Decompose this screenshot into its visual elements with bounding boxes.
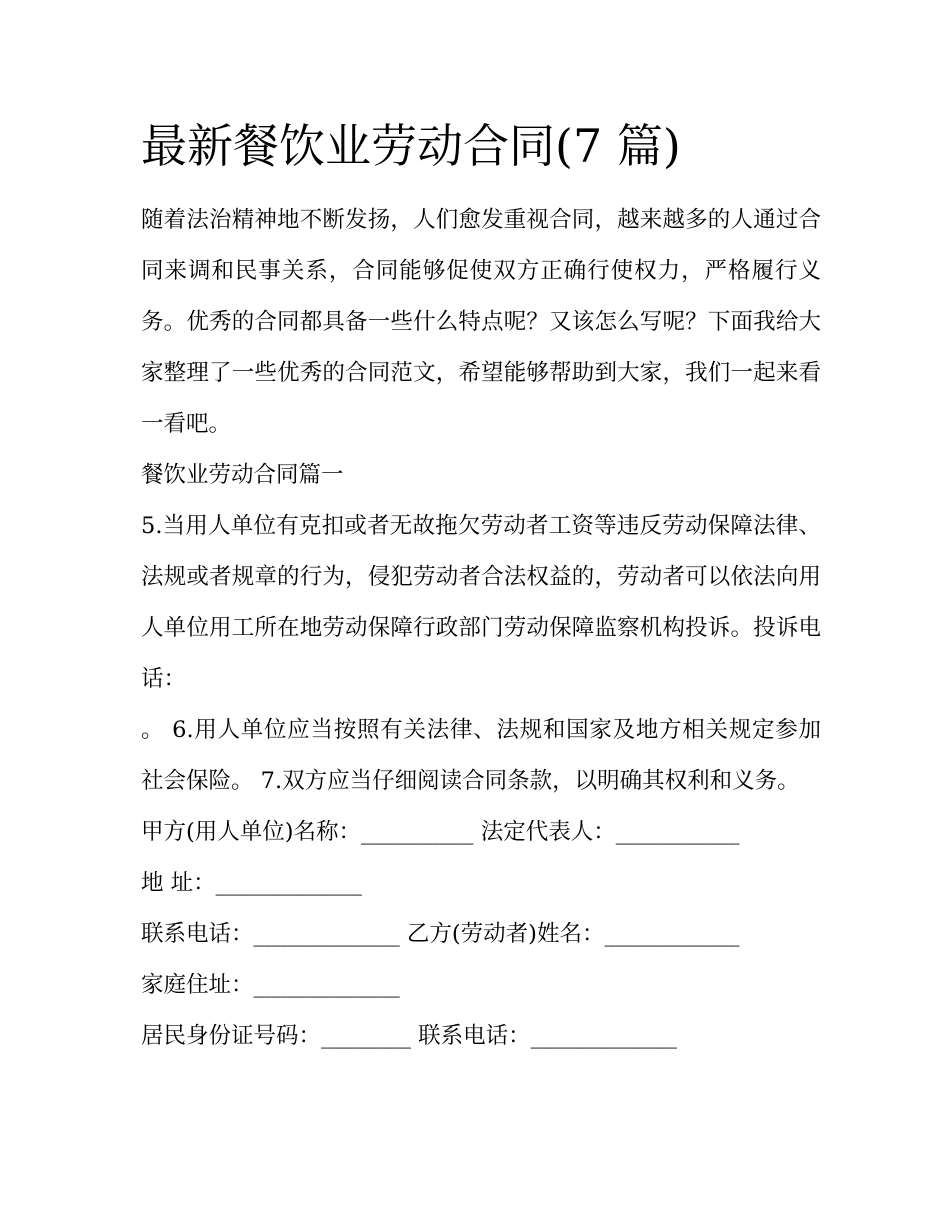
section-heading: 餐饮业劳动合同篇一 — [141, 462, 344, 488]
intro-paragraph: 随着法治精神地不断发扬，人们愈发重视合同，越来越多的人通过合同来调和民事关系，合同能够促使双方正确行使权力，严格履行义务。优秀的合同都具备一些什么特点呢？又该怎么写呢？下面我给大家整理了一些优秀的合同范文，希望能够帮助到大家，我们一起来看一看吧。 — [141, 207, 821, 437]
address-line: 地 址：_____________ — [141, 870, 362, 896]
party-a-name-line: 甲方(用人单位)名称：__________ 法定代表人：___________ — [141, 819, 740, 845]
clause-5-paragraph: 5.当用人单位有克扣或者无故拖欠劳动者工资等违反劳动保障法律、法规或者规章的行为，侵犯劳动者合法权益的，劳动者可以依法向用人单位用工所在地劳动保障行政部门劳动保障监察机构投诉。投诉电话： — [141, 513, 821, 692]
document-body — [141, 195, 821, 1062]
document-title: 最新餐饮业劳动合同(7 篇) — [141, 119, 681, 173]
phone-party-b-line: 联系电话：_____________ 乙方(劳动者)姓名：____________ — [141, 921, 740, 947]
clause-6-7-paragraph: 。 6.用人单位应当按照有关法律、法规和国家及地方相关规定参加社会保险。 7.双方应当仔细阅读合同条款，以明确其权利和义务。 — [141, 717, 821, 794]
home-address-line: 家庭住址：_____________ — [141, 972, 400, 998]
id-number-line: 居民身份证号码：________ 联系电话：_____________ — [141, 1023, 677, 1049]
